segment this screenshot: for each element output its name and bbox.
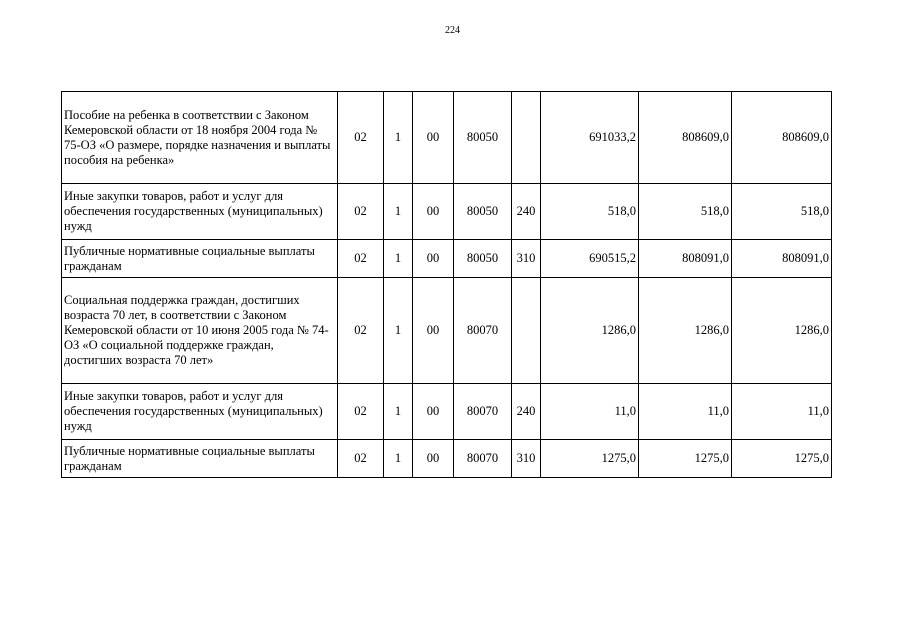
table-row [62,384,832,440]
row-description: Пособие на ребенка в соответствии с Законом Кемеровской области от 18 ноября 2004 года № 75-ОЗ «О размере, порядке назначения и выплаты пособия на ребенка» [62,92,338,184]
expense-type-code: 310 [512,440,541,478]
amount-3: 11,0 [732,384,832,440]
target-code: 80050 [454,184,512,240]
amount-2: 11,0 [639,384,732,440]
amount-2: 1286,0 [639,278,732,384]
group-code: 00 [413,384,454,440]
subsection-code: 1 [384,184,413,240]
target-code: 80050 [454,92,512,184]
subsection-code: 1 [384,92,413,184]
amount-1: 690515,2 [541,240,639,278]
expense-type-code: 310 [512,240,541,278]
amount-1: 691033,2 [541,92,639,184]
table-row [62,278,832,384]
group-code: 00 [413,92,454,184]
row-description: Публичные нормативные социальные выплаты гражданам [62,240,338,278]
subsection-code: 1 [384,440,413,478]
amount-2: 1275,0 [639,440,732,478]
table-row [62,440,832,478]
amount-3: 808091,0 [732,240,832,278]
expense-type-code [512,92,541,184]
amount-1: 1275,0 [541,440,639,478]
expense-type-code: 240 [512,184,541,240]
table-row [62,184,832,240]
table-row [62,240,832,278]
subsection-code: 1 [384,278,413,384]
group-code: 00 [413,184,454,240]
amount-3: 1286,0 [732,278,832,384]
target-code: 80050 [454,240,512,278]
amount-3: 808609,0 [732,92,832,184]
expense-type-code: 240 [512,384,541,440]
amount-2: 808091,0 [639,240,732,278]
amount-2: 808609,0 [639,92,732,184]
row-description: Иные закупки товаров, работ и услуг для обеспечения государственных (муниципальных) нужд [62,184,338,240]
section-code: 02 [338,440,384,478]
amount-1: 1286,0 [541,278,639,384]
section-code: 02 [338,384,384,440]
target-code: 80070 [454,278,512,384]
expense-type-code [512,278,541,384]
row-description: Публичные нормативные социальные выплаты гражданам [62,440,338,478]
section-code: 02 [338,92,384,184]
amount-1: 518,0 [541,184,639,240]
target-code: 80070 [454,440,512,478]
group-code: 00 [413,240,454,278]
subsection-code: 1 [384,240,413,278]
amount-2: 518,0 [639,184,732,240]
subsection-code: 1 [384,384,413,440]
row-description: Социальная поддержка граждан, достигших возраста 70 лет, в соответствии с Законом Кемеровской области от 10 июня 2005 года № 74-ОЗ «О социальной поддержке граждан, достигших возраста 70 лет» [62,278,338,384]
amount-3: 1275,0 [732,440,832,478]
budget-table [61,91,832,478]
group-code: 00 [413,278,454,384]
section-code: 02 [338,184,384,240]
section-code: 02 [338,278,384,384]
group-code: 00 [413,440,454,478]
page-number: 224 [445,25,460,36]
section-code: 02 [338,240,384,278]
amount-3: 518,0 [732,184,832,240]
row-description: Иные закупки товаров, работ и услуг для обеспечения государственных (муниципальных) нужд [62,384,338,440]
table-row [62,92,832,184]
target-code: 80070 [454,384,512,440]
amount-1: 11,0 [541,384,639,440]
